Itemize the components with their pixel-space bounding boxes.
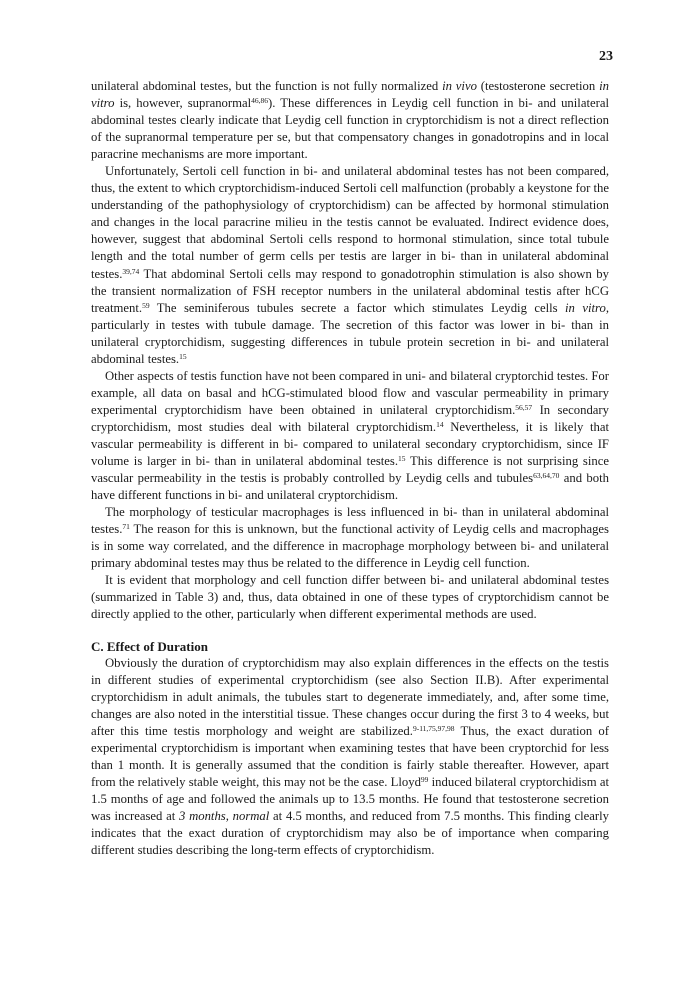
text-run: This difference is not surprising since vascular permeability in the testis is probably controlled by Leydig cells and tubules xyxy=(91,454,609,486)
italic-run: 3 months, normal xyxy=(179,808,270,823)
italic-run: in vivo xyxy=(442,79,477,93)
section-heading: C. Effect of Duration xyxy=(91,638,208,654)
text-run: It is evident that morphology and cell function differ between bi- and unilateral abdominal testes (summarized in Table 3) and, thus, data obtained in one of these types of cryptorchidism cannot be directly applied to the other, particularly when different experimental methods are used. xyxy=(91,573,609,622)
paragraph-4 xyxy=(91,504,609,572)
citation-ref: 39,74 xyxy=(122,266,140,276)
text-run: at 4.5 months, and reduced from 7.5 months. This finding clearly indicates that the exact duration of cryptorchidism may also be of importance when comparing different studies describing the long-term effects of cryptorchidism. xyxy=(91,808,609,858)
text-run: Obviously the duration of cryptorchidism may also explain differences in the effects on the testis in different studies of experimental cryptorchidism (see also Section II.B). After experimental cryptorchidism in adult animals, the tubules start to degenerate immediately, and, after some time, changes are also noted in the interstitial tissue. These changes occur during the first 3 to 4 weeks, but after this time testis morphology and weight are stabilized. xyxy=(91,655,609,738)
citation-ref: 99 xyxy=(420,774,429,784)
citation-ref: 59 xyxy=(142,300,150,310)
body-text xyxy=(91,78,609,859)
citation-ref: 71 xyxy=(122,522,130,532)
text-run: particularly in testes with tubule damage. The secretion of this factor was lower in bi- than in unilateral cryptorchidism, suggesting differences in tubule protein secretion in bi- and unilateral abdominal testes. xyxy=(91,317,609,366)
page-number: 23 xyxy=(599,49,613,64)
paragraph-2 xyxy=(91,163,609,368)
text-run: induced bilateral cryptorchidism at 1.5 months of age and followed the animals up to 13.5 months. He found that testosterone secretion was increased at xyxy=(91,774,609,823)
citation-ref: 56,57 xyxy=(515,402,533,412)
text-run: ). These differences in Leydig cell function in bi- and unilateral abdominal testes clearly indicate that Leydig cell function in cryptorchidism is not a direct reflection of the supranormal temperature per se, but that compensatory changes in gonadotropins and in local paracrine mechanisms are more important. xyxy=(91,96,609,162)
paragraph-5 xyxy=(91,572,609,623)
paragraph-1 xyxy=(91,78,609,163)
citation-ref: 15 xyxy=(398,454,406,464)
text-run: The seminiferous tubules secrete a factor which stimulates Leydig cells xyxy=(149,300,566,315)
italic-run: in vitro xyxy=(91,79,609,111)
text-run: Nevertheless, it is likely that vascular permeability is different in bi- compared to unilateral secondary cryptorchidism, since IF volume is larger in bi- than in unilateral abdominal testes. xyxy=(91,419,609,469)
italic-run: in vitro, xyxy=(565,300,609,315)
text-run: Thus, the exact duration of experimental cryptorchidism is important when examining testes that have been cryptorchid for less than 1 month. It is generally assumed that the condition is fairly stable thereafter. However, apart from the relatively stable weight, this may not be the case. Lloyd xyxy=(91,723,609,789)
citation-ref: 9-11,75,97,98 xyxy=(412,723,455,733)
citation-ref: 15 xyxy=(179,351,187,361)
text-run: (testosterone secretion xyxy=(476,79,600,93)
text-run: The reason for this is unknown, but the functional activity of Leydig cells and macrophages is in some way correlated, and the difference in macrophage morphology between bi- and unilateral primary abdominal testes may thus be related to the difference in Leydig cell function. xyxy=(91,522,609,571)
text-run: Other aspects of testis function have not been compared in uni- and bilateral cryptorchid testes. For example, all data on basal and hCG-stimulated blood flow and vascular permeability in primary experimental cryptorchidism have been obtained in unilateral cryptorchidism. xyxy=(91,368,609,417)
text-run: Unfortunately, Sertoli cell function in bi- and unilateral abdominal testes has not been compared, thus, the extent to which cryptorchidism-induced Sertoli cell malfunction (probably a keystone for the understanding of the pathophysiology of cryptorchidism) can be affected by hormonal stimulation and changes in the local paracrine milieu in the testis cannot be evaluated. Indirect evidence does, however, suggest that abdominal Sertoli cells respond to hormonal stimulation, since total tubule length and the total number of germ cells per testis are larger in bi- than in unilateral abdominal testes. xyxy=(91,164,609,281)
text-run: That abdominal Sertoli cells may respond to gonadotrophin stimulation is also shown by the transient normalization of FSH receptor numbers in the unilateral abdominal testis after hCG treatment. xyxy=(91,266,609,315)
citation-ref: 14 xyxy=(436,419,444,429)
paragraph-6 xyxy=(91,655,609,860)
paragraph-3 xyxy=(91,368,609,504)
text-run: The morphology of testicular macrophages is less influenced in bi- than in unilateral abdominal testes. xyxy=(91,505,609,537)
text-run: is, however, supranormal xyxy=(114,96,252,111)
citation-ref: 46,86 xyxy=(251,96,269,106)
text-run: unilateral abdominal testes, but the function is not fully normalized xyxy=(91,79,443,93)
citation-ref: 63,64,70 xyxy=(533,471,560,481)
text-run: and both have different functions in bi- and unilateral cryptorchidism. xyxy=(91,471,609,503)
text-run: In secondary cryptorchidism, most studies deal with bilateral cryptorchidism. xyxy=(91,402,609,434)
